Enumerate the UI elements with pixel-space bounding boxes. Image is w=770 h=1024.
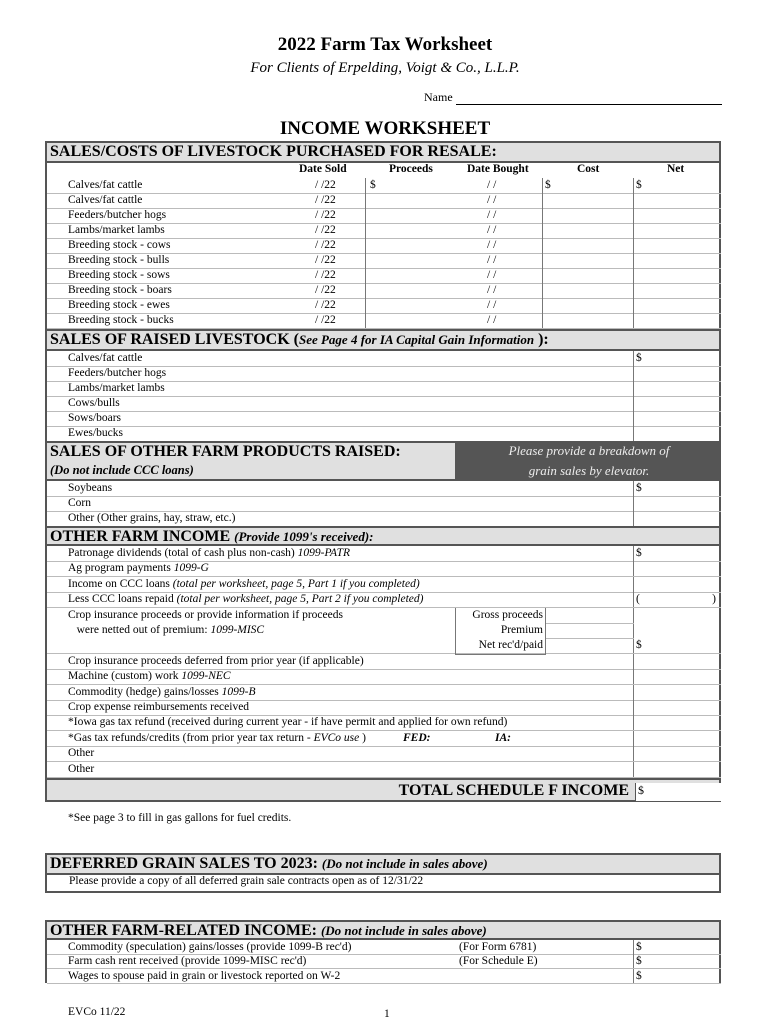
other-income-row: [47, 577, 721, 593]
related-income-note: (Do not include in sales above): [320, 923, 487, 938]
other-income-form: EVCo use: [313, 731, 360, 744]
purchased-item-label: Lambs/market lambs: [68, 224, 165, 236]
other-income-row: [47, 731, 721, 747]
callout-line-2: grain sales by elevator.: [528, 463, 650, 478]
purchased-item-label: Calves/fat cattle: [68, 179, 143, 191]
date-sold-field[interactable]: / /22: [315, 179, 336, 191]
net-dollar: $: [636, 179, 642, 191]
net-field[interactable]: [633, 208, 722, 223]
related-form-label: (For Form 6781): [459, 941, 537, 953]
total-schedule-f-value[interactable]: $: [635, 783, 721, 801]
raised-item-label: Calves/fat cattle: [68, 352, 143, 364]
name-field[interactable]: [456, 90, 722, 105]
other-income-form: 1099-MISC: [210, 624, 265, 636]
purchased-row: [47, 313, 721, 329]
related-income-row: [47, 940, 721, 955]
related-income-header: [45, 920, 721, 940]
other-income-net-field[interactable]: [633, 654, 722, 669]
purchased-item-label: Breeding stock - boars: [68, 284, 172, 296]
other-income-note: (Provide 1099's received):: [234, 529, 374, 544]
related-income-label: Farm cash rent received (provide 1099-MISC rec'd): [68, 955, 307, 968]
date-bought-field[interactable]: / /: [487, 314, 497, 326]
purchased-item-label: Breeding stock - bulls: [68, 254, 170, 266]
raised-net-field[interactable]: [633, 381, 722, 396]
purchased-column-headers: [47, 163, 721, 178]
other-income-net-field[interactable]: [633, 669, 722, 684]
other-income-label: [68, 762, 94, 776]
purchased-row: [47, 253, 721, 269]
farm-products-header: [45, 441, 457, 481]
purchased-item-label: Breeding stock - ewes: [68, 299, 170, 311]
raised-row: [47, 426, 721, 442]
net-field[interactable]: [633, 238, 722, 253]
other-income-text: Other: [68, 762, 95, 775]
raised-net-field[interactable]: [633, 366, 722, 381]
page-subtitle: For Clients of Erpelding, Voigt & Co., L.L.P.: [250, 60, 520, 76]
product-net-field[interactable]: [633, 481, 722, 496]
other-income-net-field[interactable]: [633, 592, 722, 607]
other-income-text: Income on CCC loans: [68, 577, 173, 590]
raised-row: [47, 396, 721, 412]
other-income-form: 1099-NEC: [181, 670, 231, 683]
product-net-field[interactable]: [633, 511, 722, 526]
related-income-row: [47, 954, 721, 969]
ia-label: IA:: [495, 731, 511, 744]
total-schedule-f-label: TOTAL SCHEDULE F INCOME: [398, 782, 629, 799]
net-field[interactable]: [633, 193, 722, 208]
other-income-text: Other: [68, 747, 95, 760]
premium-label: Premium: [500, 624, 543, 636]
other-income-form: 1099-B: [221, 685, 256, 698]
gas-close: ): [359, 731, 366, 744]
other-income-net-field[interactable]: [633, 715, 722, 730]
other-income-row: [47, 669, 721, 685]
other-income-row: [47, 685, 721, 701]
col-date-sold: Date Sold: [299, 163, 347, 175]
other-income-label: [68, 561, 209, 575]
other-income-form: 1099-G: [173, 562, 209, 575]
net-field[interactable]: [633, 283, 722, 298]
callout-line-1: Please provide a breakdown of: [508, 443, 670, 458]
purchased-livestock-header: [45, 141, 721, 163]
net-field[interactable]: [633, 298, 722, 313]
proceeds-divider: [365, 178, 366, 328]
other-income-label: [68, 623, 264, 637]
raised-livestock-note: See Page 4 for IA Capital Gain Information: [298, 332, 535, 347]
other-income-row: [47, 715, 721, 731]
paren-open: (: [636, 593, 640, 606]
purchased-row: [47, 238, 721, 254]
raised-net-field[interactable]: [633, 396, 722, 411]
other-income-row: [47, 700, 721, 716]
net-divider: [633, 178, 634, 328]
related-dollar: $: [636, 941, 642, 953]
related-income-title: OTHER FARM-RELATED INCOME:: [50, 922, 317, 939]
date-bought-field[interactable]: / /: [487, 284, 497, 296]
footer-code: EVCo 11/22: [68, 1006, 126, 1018]
other-income-net-field[interactable]: [633, 546, 722, 561]
total-schedule-f-row: [45, 778, 721, 802]
related-net-field[interactable]: [633, 969, 722, 983]
other-income-text: Machine (custom) work: [68, 670, 182, 683]
date-bought-field[interactable]: / /: [487, 254, 497, 266]
col-cost: Cost: [577, 163, 600, 175]
cost-field[interactable]: $: [545, 179, 551, 191]
other-income-net-field[interactable]: [633, 577, 722, 592]
raised-row: [47, 381, 721, 397]
other-income-label: [68, 685, 256, 699]
name-label: Name: [424, 90, 453, 104]
crop-insurance-values: [545, 608, 634, 654]
col-net: Net: [667, 163, 685, 175]
date-bought-field[interactable]: / /: [487, 224, 497, 236]
raised-livestock-header: [45, 329, 721, 351]
cost-divider: [542, 178, 543, 328]
date-bought-field[interactable]: / /: [487, 209, 497, 221]
deferred-grain-title: DEFERRED GRAIN SALES TO 2023:: [50, 855, 318, 872]
net-field[interactable]: [633, 268, 722, 283]
other-income-label: [68, 592, 424, 606]
col-date-bought: Date Bought: [467, 163, 529, 175]
product-row: [47, 496, 721, 512]
other-income-row: [47, 561, 721, 577]
purchased-row: [47, 298, 721, 314]
product-row: [47, 511, 721, 527]
date-bought-field[interactable]: / /: [487, 179, 497, 191]
other-income-text: Crop insurance proceeds or provide information if proceeds: [68, 608, 343, 621]
other-income-label: [68, 669, 231, 683]
raised-net-field[interactable]: [633, 351, 722, 366]
purchased-row: [47, 268, 721, 284]
date-sold-field[interactable]: / /22: [315, 224, 336, 236]
purchased-row: [47, 223, 721, 239]
raised-item-label: Ewes/bucks: [68, 427, 123, 439]
other-income-text: Patronage dividends (total of cash plus non-cash): [68, 547, 298, 559]
raised-row: [47, 411, 721, 427]
other-income-label: [68, 700, 249, 714]
related-income-label: Wages to spouse paid in grain or livestock reported on W-2: [68, 969, 341, 982]
purchased-item-label: Breeding stock - cows: [68, 239, 171, 251]
farm-products-subtitle: (Do not include CCC loans): [50, 463, 194, 477]
raised-row: [47, 366, 721, 382]
grain-breakdown-callout: [457, 441, 721, 481]
other-income-text: *Gas tax refunds/credits (from prior year tax return -: [68, 731, 314, 744]
other-income-text: Crop insurance proceeds deferred from prior year (if applicable): [68, 654, 364, 667]
purchased-row: [47, 208, 721, 224]
page-title: 2022 Farm Tax Worksheet: [277, 34, 493, 55]
other-income-row: [47, 592, 721, 608]
date-sold-field[interactable]: / /22: [315, 269, 336, 281]
related-dollar: $: [636, 969, 642, 982]
other-income-form: (total per worksheet, page 5, Part 1 if you completed): [172, 577, 420, 590]
product-net-field[interactable]: [633, 496, 722, 511]
other-dollar: $: [636, 639, 642, 652]
net-field[interactable]: [633, 178, 722, 193]
related-income-label: Commodity (speculation) gains/losses (provide 1099-B rec'd): [68, 941, 352, 953]
product-item-label: Corn: [68, 497, 91, 509]
net-paid-label: Net rec'd/paid: [478, 639, 543, 651]
gross-proceeds-label: Gross proceeds: [472, 609, 543, 621]
purchased-row: [47, 178, 721, 194]
other-income-text: Ag program payments: [68, 562, 174, 575]
related-dollar: $: [636, 955, 642, 968]
date-bought-field[interactable]: / /: [487, 239, 497, 251]
paren-close: ): [712, 593, 716, 606]
purchased-row: [47, 193, 721, 209]
deferred-grain-note: (Do not include in sales above): [321, 856, 488, 871]
purchased-row: [47, 283, 721, 299]
date-sold-field[interactable]: / /22: [315, 254, 336, 266]
related-net-field[interactable]: [633, 954, 722, 968]
net-field[interactable]: [633, 223, 722, 238]
proceeds-field[interactable]: $: [370, 179, 376, 191]
crop-insurance-subtable: [455, 608, 546, 655]
other-income-net-field[interactable]: [633, 685, 722, 700]
purchased-item-label: Breeding stock - bucks: [68, 314, 174, 326]
raised-net-field[interactable]: [633, 426, 722, 441]
page-number: 1: [384, 1008, 390, 1020]
deferred-grain-box: [45, 875, 721, 893]
purchased-livestock-title: SALES/COSTS OF LIVESTOCK PURCHASED FOR RESALE:: [50, 143, 497, 160]
other-income-row: [47, 746, 721, 762]
related-income-row: [47, 969, 721, 984]
purchased-item-label: Feeders/butcher hogs: [68, 209, 167, 221]
related-form-label: (For Schedule E): [459, 955, 538, 968]
product-row: [47, 481, 721, 497]
other-income-title: OTHER FARM INCOME: [50, 528, 231, 545]
col-proceeds: Proceeds: [389, 163, 433, 175]
related-net-field[interactable]: [633, 940, 722, 954]
raised-item-label: Cows/bulls: [68, 397, 120, 409]
other-income-label: [68, 746, 94, 760]
crop-insurance-divider-2: [546, 638, 634, 639]
date-sold-field[interactable]: / /22: [315, 194, 336, 206]
date-sold-field[interactable]: / /22: [315, 314, 336, 326]
other-dollar: $: [636, 547, 642, 559]
raised-row: [47, 351, 721, 367]
other-income-row: [47, 546, 721, 562]
farm-products-title: SALES OF OTHER FARM PRODUCTS RAISED:: [50, 443, 401, 460]
other-income-form: 1099-PATR: [297, 547, 351, 559]
income-worksheet-title: INCOME WORKSHEET: [279, 118, 491, 139]
date-bought-field[interactable]: / /: [487, 299, 497, 311]
net-field[interactable]: [633, 253, 722, 268]
net-field[interactable]: [633, 313, 722, 328]
raised-dollar: $: [636, 352, 642, 364]
other-income-net-field[interactable]: [633, 762, 722, 777]
other-income-label: [68, 731, 366, 745]
other-income-label: [68, 577, 420, 591]
raised-title-end: ):: [534, 331, 549, 348]
other-income-form: (total per worksheet, page 5, Part 2 if you completed): [176, 593, 424, 606]
other-income-net-field[interactable]: [633, 700, 722, 715]
other-income-net-field[interactable]: [633, 608, 722, 623]
other-income-text: *Iowa gas tax refund (received during current year - if have permit and applied for own refund): [68, 716, 508, 729]
product-item-label: Soybeans: [68, 482, 113, 494]
other-income-net-field[interactable]: [633, 638, 722, 653]
deferred-grain-header: [45, 853, 721, 875]
date-bought-field[interactable]: / /: [487, 269, 497, 281]
deferred-grain-text: Please provide a copy of all deferred grain sale contracts open as of 12/31/22: [69, 875, 424, 887]
other-income-net-field[interactable]: [633, 561, 722, 576]
other-income-net-field[interactable]: [633, 623, 722, 638]
product-dollar: $: [636, 482, 642, 494]
other-income-label: [68, 546, 350, 560]
other-income-net-field[interactable]: [633, 746, 722, 761]
date-sold-field[interactable]: / /22: [315, 239, 336, 251]
other-income-label: [68, 608, 343, 622]
other-income-text: were netted out of premium:: [68, 624, 211, 636]
raised-item-label: Sows/boars: [68, 412, 122, 424]
date-sold-field[interactable]: / /22: [315, 299, 336, 311]
date-bought-field[interactable]: / /: [487, 194, 497, 206]
crop-insurance-divider-1: [546, 623, 634, 624]
other-income-text: Crop expense reimbursements received: [68, 701, 250, 713]
purchased-item-label: Calves/fat cattle: [68, 194, 143, 206]
raised-net-field[interactable]: [633, 411, 722, 426]
date-sold-field[interactable]: / /22: [315, 209, 336, 221]
date-sold-field[interactable]: / /22: [315, 284, 336, 296]
other-income-row: [47, 654, 721, 670]
raised-livestock-title: SALES OF RAISED LIVESTOCK (: [50, 331, 299, 348]
other-income-row: [47, 762, 721, 778]
product-item-label: Other (Other grains, hay, straw, etc.): [68, 512, 236, 524]
raised-item-label: Feeders/butcher hogs: [68, 367, 167, 379]
gas-note: *See page 3 to fill in gas gallons for fuel credits.: [68, 812, 292, 824]
purchased-item-label: Breeding stock - sows: [68, 269, 170, 281]
other-income-label: [68, 715, 507, 729]
fed-label: FED:: [403, 731, 431, 744]
raised-item-label: Lambs/market lambs: [68, 382, 165, 394]
other-income-header: [45, 526, 721, 546]
other-income-label: [68, 654, 364, 668]
other-income-text: Commodity (hedge) gains/losses: [68, 685, 222, 698]
other-income-net-field[interactable]: [633, 731, 722, 746]
other-income-text: Less CCC loans repaid: [68, 593, 177, 606]
